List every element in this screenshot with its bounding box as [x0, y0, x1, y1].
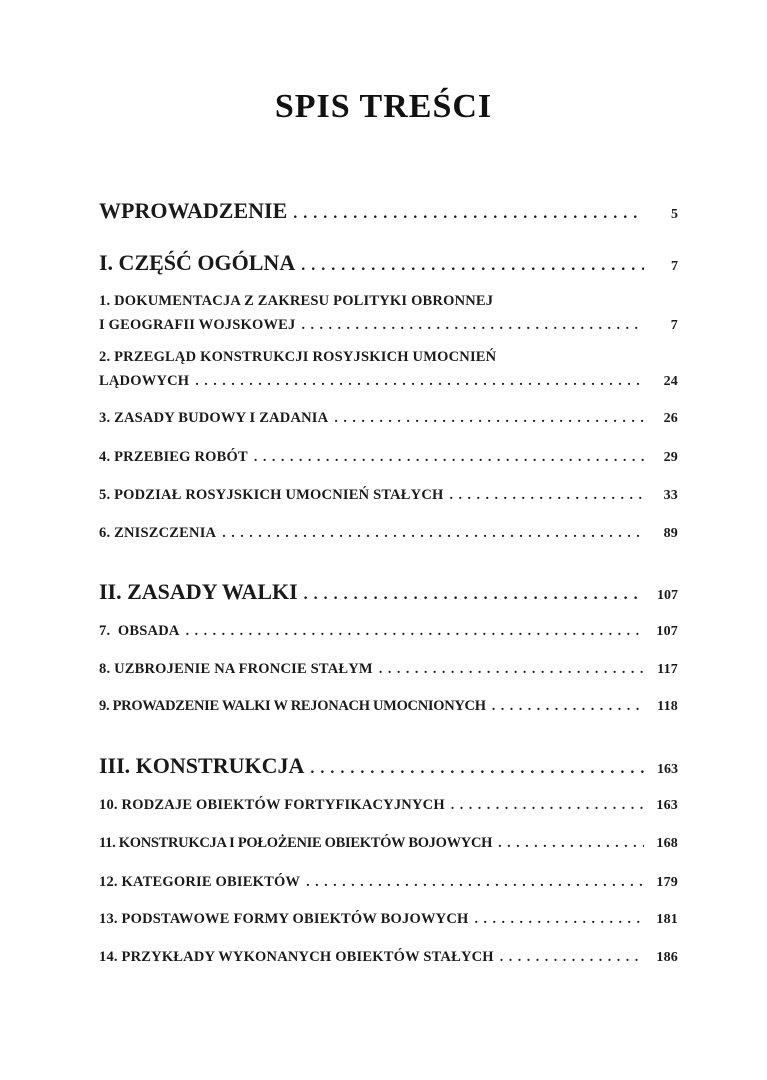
toc-entry-s10[interactable]: [99, 797, 678, 814]
toc-entry-text: I. CZĘŚĆ OGÓLNA: [99, 250, 296, 275]
toc-entry-text: 7. OBSADA: [99, 623, 180, 639]
leader-dots: [186, 624, 644, 640]
page-title: SPIS TREŚCI: [274, 88, 493, 125]
toc-entry-part1[interactable]: [99, 250, 678, 276]
toc-page-number: 168: [656, 836, 678, 851]
toc-entry-text: I GEOGRAFII WOJSKOWEJ: [99, 317, 296, 333]
toc-entry-text: LĄDOWYCH: [99, 373, 190, 389]
toc-entry-text: 9. PROWADZENIE WALKI W REJONACH UMOCNIONYCH: [99, 698, 486, 714]
toc-entry-text: II. ZASADY WALKI: [99, 579, 298, 604]
toc-entry-s14[interactable]: [99, 949, 678, 966]
toc-entry-part3[interactable]: [99, 753, 678, 779]
leader-dots: [474, 912, 644, 928]
leader-dots: [222, 526, 644, 542]
leader-dots: [254, 450, 644, 466]
toc-entry-s13[interactable]: [99, 911, 678, 928]
toc-entry-text: 3. ZASADY BUDOWY I ZADANIA: [99, 410, 329, 426]
toc-page-number: 107: [656, 624, 678, 639]
toc-entry-s1[interactable]: [99, 317, 678, 334]
leader-dots: [310, 760, 644, 778]
toc-page-number: 24: [663, 374, 678, 389]
leader-dots: [379, 662, 644, 678]
toc-entry-s5[interactable]: [99, 487, 678, 504]
toc-entry-text: 13. PODSTAWOWE FORMY OBIEKTÓW BOJOWYCH: [99, 911, 469, 927]
leader-dots: [301, 257, 644, 275]
toc-page-number: 7: [670, 318, 678, 333]
leader-dots: [334, 411, 644, 427]
toc-entry-text: 10. RODZAJE OBIEKTÓW FORTYFIKACYJNYCH: [99, 797, 445, 813]
toc-page-number: 107: [657, 588, 678, 603]
leader-dots: [302, 318, 645, 334]
toc-entry-text: 6. ZNISZCZENIA: [99, 525, 217, 541]
toc-page-number: 7: [671, 259, 678, 274]
toc-page-number: 33: [663, 488, 678, 503]
leader-dots: [304, 586, 644, 604]
leader-dots: [195, 374, 644, 390]
toc-entry-s4[interactable]: [99, 449, 678, 466]
toc-entry-part2[interactable]: [99, 579, 678, 605]
toc-page-number: 179: [656, 875, 678, 890]
leader-dots: [450, 488, 645, 504]
toc-page-number: 29: [663, 450, 678, 465]
toc-entry-s2-line1: 2. PRZEGLĄD KONSTRUKCJI ROSYJSKICH UMOCNIEŃ: [99, 349, 497, 365]
leader-dots: [498, 836, 644, 852]
leader-dots: [451, 798, 644, 814]
toc-entry-text: 14. PRZYKŁADY WYKONANYCH OBIEKTÓW STAŁYCH: [99, 949, 494, 965]
toc-page-number: 163: [656, 798, 678, 813]
toc-entry-text: 8. UZBROJENIE NA FRONCIE STAŁYM: [99, 661, 373, 677]
leader-dots: [500, 950, 644, 966]
toc-entry-s2[interactable]: [99, 373, 678, 390]
leader-dots: [306, 875, 644, 891]
toc-entry-s8[interactable]: [99, 661, 678, 678]
toc-entry-intro[interactable]: [99, 198, 678, 224]
toc-page-number: 163: [657, 762, 678, 777]
leader-dots: [293, 205, 644, 223]
leader-dots: [492, 699, 644, 715]
toc-entry-s7[interactable]: [99, 623, 678, 640]
toc-page-number: 117: [657, 662, 678, 677]
toc-entry-text: 5. PODZIAŁ ROSYJSKICH UMOCNIEŃ STAŁYCH: [99, 487, 444, 503]
toc-page-number: 26: [663, 411, 678, 426]
toc-page-number: 186: [656, 950, 678, 965]
toc-page-number: 118: [657, 699, 678, 714]
toc-page-number: 181: [656, 912, 678, 927]
toc-entry-text: III. KONSTRUKCJA: [99, 753, 305, 778]
toc-entry-text: 11. KONSTRUKCJA I POŁOŻENIE OBIEKTÓW BOJOWYCH: [99, 835, 493, 851]
toc-page-number: 89: [663, 526, 678, 541]
toc-entry-s9[interactable]: [99, 698, 678, 715]
toc-entry-text: 12. KATEGORIE OBIEKTÓW: [99, 874, 301, 890]
toc-entry-s6[interactable]: [99, 525, 678, 542]
toc-entry-s3[interactable]: [99, 410, 678, 427]
toc-page-number: 5: [671, 207, 678, 222]
toc-entry-text: WPROWADZENIE: [99, 198, 288, 223]
toc-entry-s11[interactable]: [99, 835, 678, 852]
toc-entry-text: 4. PRZEBIEG ROBÓT: [99, 449, 248, 465]
toc-entry-s1-line1: 1. DOKUMENTACJA Z ZAKRESU POLITYKI OBRONNEJ: [99, 293, 494, 309]
toc-entry-s12[interactable]: [99, 874, 678, 891]
